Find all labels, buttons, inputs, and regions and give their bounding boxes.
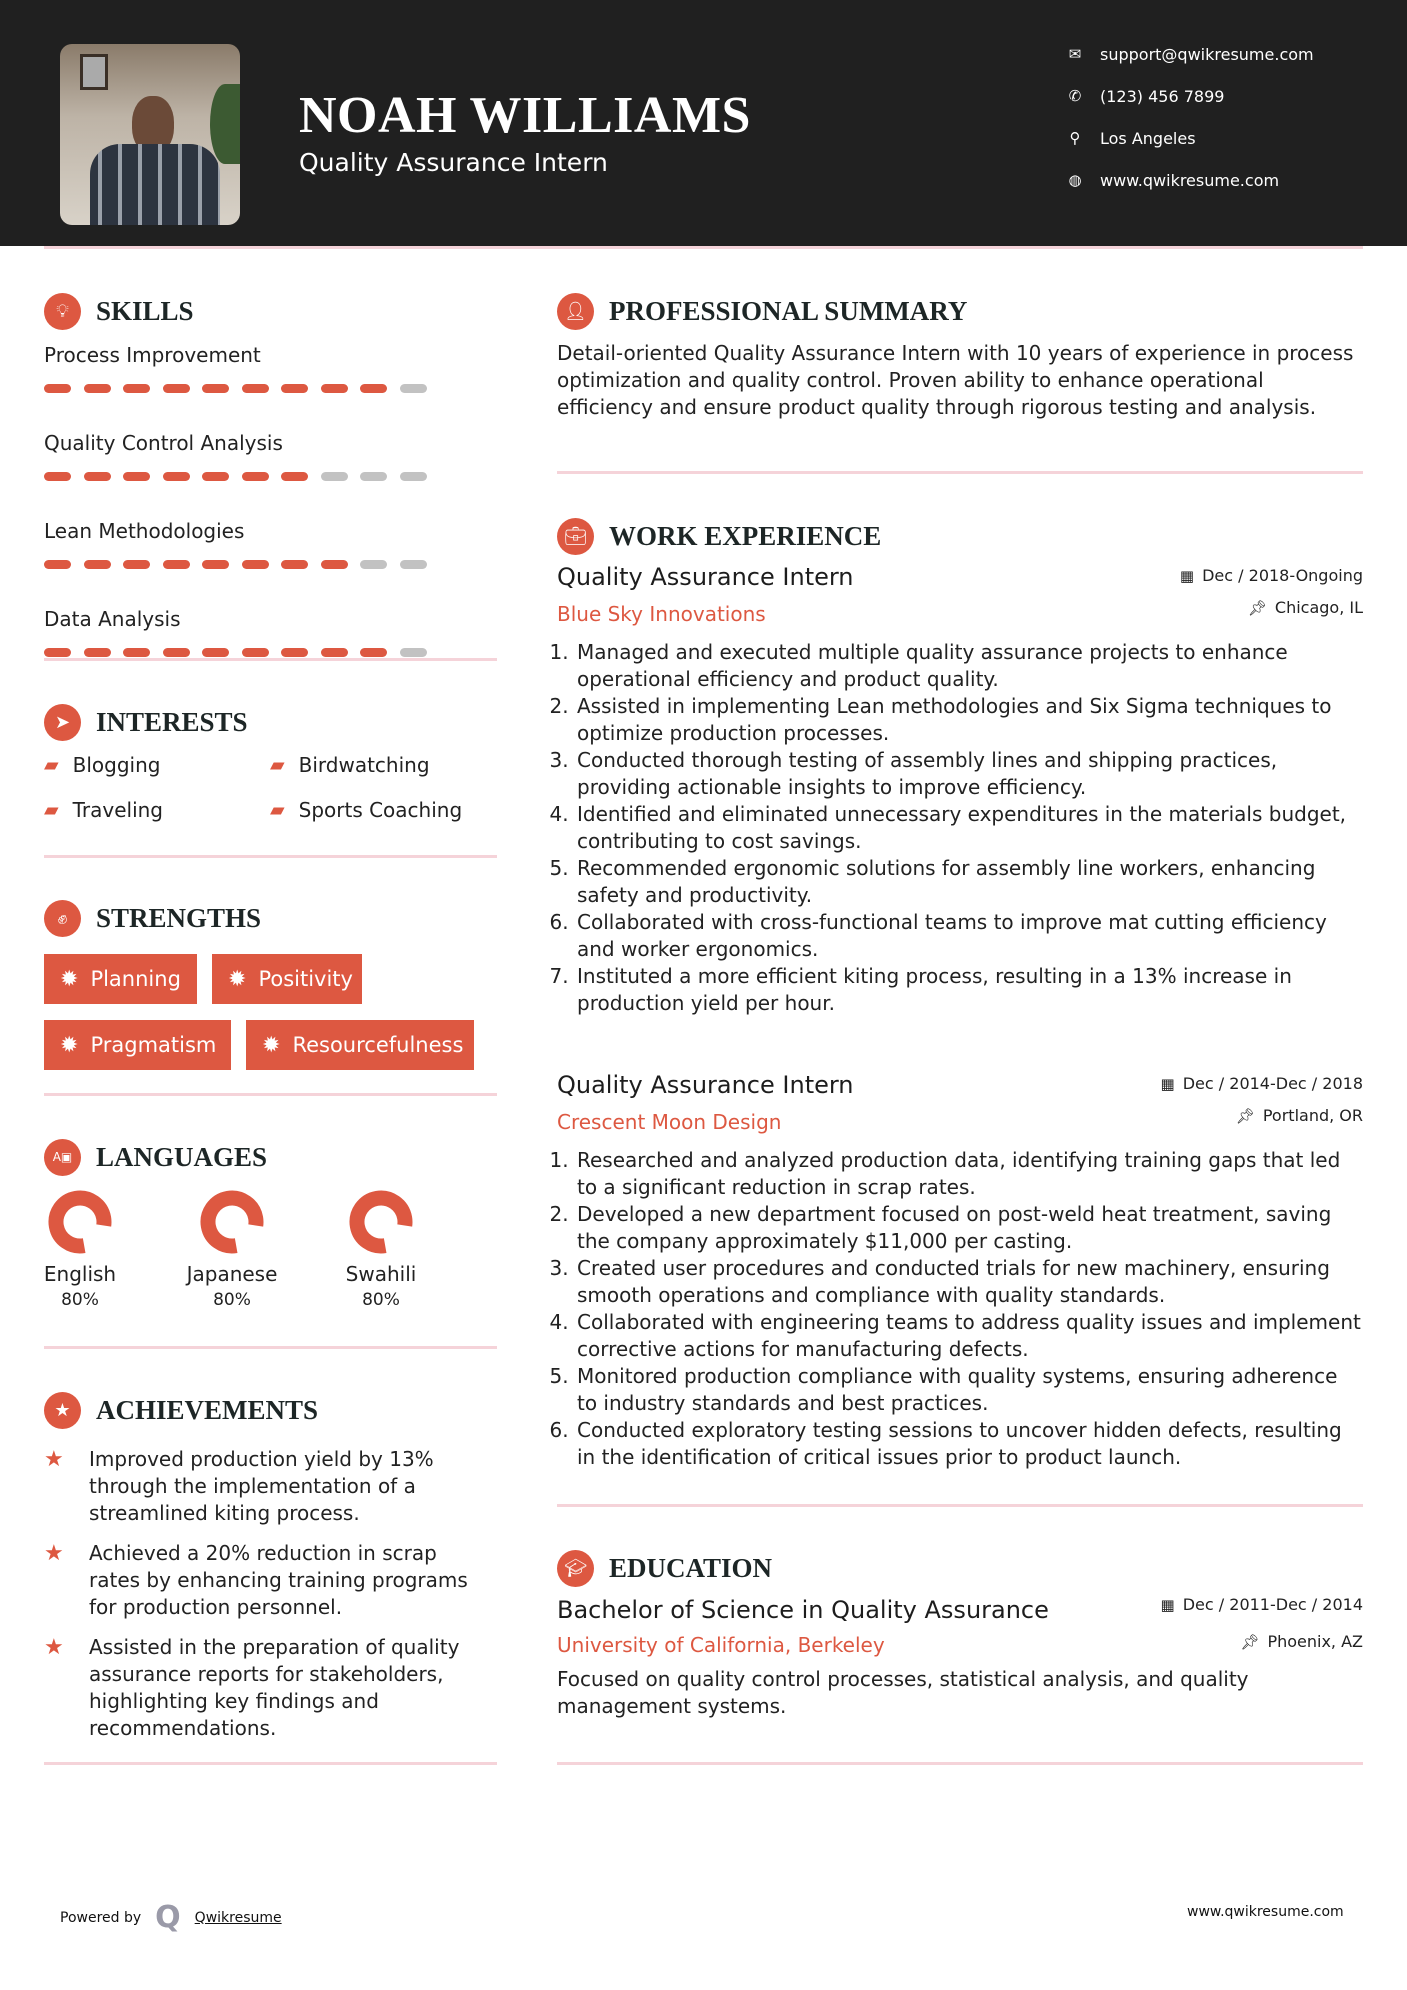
- bullet-item: 4. Collaborated with engineering teams to address quality issues and implement corrective actions for manufacturing defects.: [575, 1309, 1363, 1363]
- job-dates: [1180, 566, 1363, 585]
- bullet-item: 7. Instituted a more efficient kiting process, resulting in a 13% increase in production yield per hour.: [575, 963, 1363, 1017]
- interest-label: Traveling: [72, 798, 164, 822]
- badge-icon: ✹: [228, 966, 247, 992]
- level-dash-filled: [84, 384, 111, 393]
- calendar-icon: ▦: [1179, 566, 1195, 585]
- level-dash-filled: [44, 648, 71, 657]
- candidate-name: NOAH WILLIAMS: [299, 87, 751, 144]
- skill-item: [44, 430, 497, 506]
- strength-chip: [246, 1020, 474, 1070]
- level-dash-filled: [360, 648, 387, 657]
- book-icon: ▰: [44, 799, 59, 821]
- profile-photo: [60, 44, 240, 225]
- level-dash-filled: [281, 560, 308, 569]
- qwikresume-logo-icon: Q: [155, 1900, 181, 1935]
- language-item: [321, 1190, 441, 1310]
- level-dash-empty: [400, 560, 427, 569]
- strength-label: Resourcefulness: [292, 1033, 464, 1057]
- location-text: Portland, OR: [1262, 1106, 1363, 1125]
- dates-text: Dec / 2014-Dec / 2018: [1182, 1074, 1363, 1093]
- bullet-item: 6. Conducted exploratory testing sessions to uncover hidden defects, resulting in the identification of critical issues prior to product launch.: [575, 1417, 1363, 1471]
- section-heading: PROFESSIONAL SUMMARY: [609, 295, 968, 326]
- language-name: Swahili: [345, 1262, 417, 1286]
- level-dash-filled: [321, 648, 348, 657]
- level-dash-empty: [360, 560, 387, 569]
- level-dash-filled: [242, 472, 269, 481]
- section-heading: STRENGTHS: [96, 902, 262, 933]
- level-dash-filled: [123, 384, 150, 393]
- language-name: English: [43, 1262, 117, 1286]
- badge-icon: ✹: [262, 1032, 281, 1058]
- level-dash-filled: [44, 560, 71, 569]
- language-percent: 80%: [362, 1290, 400, 1310]
- experience-section: [557, 517, 1363, 1487]
- job-title: Quality Assurance Intern: [557, 1071, 854, 1099]
- achievement-item: [44, 1634, 489, 1742]
- interest-label: Sports Coaching: [298, 798, 463, 822]
- skill-label: Data Analysis: [44, 607, 181, 631]
- strength-label: Positivity: [258, 967, 353, 991]
- interest-item: [270, 798, 462, 822]
- level-dash-filled: [163, 648, 190, 657]
- achievement-text: Improved production yield by 13% through the implementation of a streamlined kiting process.: [89, 1447, 434, 1525]
- paper-plane-icon: ➤: [44, 704, 81, 741]
- achievement-text: Assisted in the preparation of quality assurance reports for stakeholders, highlighting key findings and recommendations.: [89, 1635, 460, 1740]
- section-divider: [44, 1346, 497, 1349]
- section-divider: [44, 855, 497, 858]
- contact-text: www.qwikresume.com: [1100, 170, 1280, 190]
- job-dates: [1161, 1074, 1363, 1093]
- bullet-item: 1. Managed and executed multiple quality assurance projects to enhance operational efficiency and product quality.: [575, 639, 1363, 693]
- level-dash-filled: [84, 648, 111, 657]
- job-bullets: [557, 639, 1363, 1017]
- interests-section: [44, 703, 497, 823]
- section-heading: ACHIEVEMENTS: [96, 1394, 319, 1425]
- section-divider: [44, 1762, 497, 1765]
- level-dash-filled: [123, 472, 150, 481]
- level-dash-empty: [400, 472, 427, 481]
- company-name: Crescent Moon Design: [557, 1110, 782, 1134]
- level-dash-empty: [400, 648, 427, 657]
- language-percent: 80%: [61, 1290, 99, 1310]
- summary-section: [557, 292, 1363, 421]
- section-heading: LANGUAGES: [96, 1141, 268, 1172]
- achievements-section: [44, 1391, 497, 1741]
- skill-label: Process Improvement: [44, 343, 261, 367]
- contact-location: [1064, 127, 1196, 149]
- language-name: Japanese: [186, 1262, 278, 1286]
- fist-icon: ✊︎: [44, 900, 81, 937]
- education-dates: [1161, 1595, 1363, 1614]
- strengths-section: [44, 899, 497, 1074]
- level-dash-filled: [281, 648, 308, 657]
- star-icon: ★: [44, 1541, 64, 1566]
- contact-website[interactable]: [1064, 169, 1279, 191]
- languages-section: [44, 1138, 497, 1318]
- candidate-title: Quality Assurance Intern: [299, 148, 608, 177]
- bullet-item: 2. Assisted in implementing Lean methodologies and Six Sigma techniques to optimize production processes.: [575, 693, 1363, 747]
- skills-section: [44, 292, 497, 682]
- level-dash-filled: [163, 472, 190, 481]
- book-icon: ▰: [44, 754, 59, 776]
- section-divider: [557, 471, 1363, 474]
- strength-chip: [44, 954, 197, 1004]
- strength-label: Pragmatism: [90, 1033, 217, 1057]
- footer-powered: [60, 1900, 282, 1935]
- skill-level-bar: [44, 384, 497, 393]
- level-dash-filled: [123, 560, 150, 569]
- skill-level-bar: [44, 472, 497, 481]
- calendar-icon: ▦: [1160, 1074, 1175, 1093]
- level-dash-filled: [281, 472, 308, 481]
- level-dash-filled: [202, 648, 229, 657]
- skill-item: [44, 342, 497, 418]
- level-dash-filled: [163, 384, 190, 393]
- bullet-item: 6. Collaborated with cross-functional teams to improve mat cutting efficiency and worker ergonomics.: [575, 909, 1363, 963]
- skill-level-bar: [44, 648, 497, 657]
- interest-item: [44, 753, 160, 777]
- level-dash-filled: [321, 560, 348, 569]
- skill-label: Quality Control Analysis: [44, 431, 283, 455]
- level-dash-filled: [84, 560, 111, 569]
- level-dash-filled: [202, 560, 229, 569]
- contact-text: support@qwikresume.com: [1100, 44, 1314, 64]
- section-heading: SKILLS: [96, 295, 194, 326]
- footer-website[interactable]: www.qwikresume.com: [1187, 1904, 1344, 1920]
- skill-item: [44, 518, 497, 594]
- header-divider: [44, 246, 1363, 249]
- powered-by-text: Powered by: [60, 1909, 142, 1926]
- skill-label: Lean Methodologies: [44, 519, 245, 543]
- contact-text: (123) 456 7899: [1100, 86, 1225, 106]
- school: University of California, Berkeley: [557, 1633, 885, 1657]
- job-entry: [557, 562, 1363, 1017]
- badge-icon: ✹: [60, 1032, 79, 1058]
- brand-link[interactable]: Qwikresume: [194, 1909, 282, 1926]
- graduate-icon: 🎓︎: [557, 1550, 594, 1587]
- section-heading: EDUCATION: [609, 1552, 773, 1583]
- level-dash-filled: [242, 648, 269, 657]
- star-icon: ★: [44, 1392, 81, 1429]
- education-description: Focused on quality control processes, statistical analysis, and quality management systems.: [557, 1667, 1249, 1718]
- education-location: [1240, 1632, 1363, 1651]
- pushpin-icon: 📌︎: [1235, 1106, 1255, 1125]
- language-progress-ring: [48, 1190, 112, 1254]
- language-item: [20, 1190, 140, 1310]
- pushpin-icon: 📌︎: [1247, 598, 1267, 617]
- level-dash-filled: [202, 384, 229, 393]
- language-percent: 80%: [213, 1290, 251, 1310]
- interest-label: Blogging: [72, 753, 161, 777]
- star-icon: ★: [44, 1447, 64, 1472]
- education-section: [557, 1549, 1363, 1729]
- bullet-item: 3. Conducted thorough testing of assembly lines and shipping practices, providing actionable insights to improve efficiency.: [575, 747, 1363, 801]
- language-progress-ring: [349, 1190, 413, 1254]
- level-dash-filled: [44, 384, 71, 393]
- company-name: Blue Sky Innovations: [557, 602, 766, 626]
- degree: Bachelor of Science in Quality Assurance: [557, 1596, 1049, 1624]
- location-text: Chicago, IL: [1274, 598, 1363, 617]
- job-title: Quality Assurance Intern: [557, 563, 854, 591]
- job-location: [1236, 1106, 1363, 1125]
- phone-icon: ✆: [1068, 87, 1082, 105]
- achievement-item: [44, 1540, 489, 1621]
- interest-item: [44, 798, 163, 822]
- job-location: [1248, 598, 1363, 617]
- book-icon: ▰: [270, 799, 285, 821]
- contact-text: Los Angeles: [1100, 128, 1196, 148]
- book-icon: ▰: [270, 754, 285, 776]
- level-dash-filled: [360, 384, 387, 393]
- interest-item: [270, 753, 430, 777]
- bullet-item: 5. Monitored production compliance with quality systems, ensuring adherence to industry standards and best practices.: [575, 1363, 1363, 1417]
- contact-email[interactable]: [1064, 43, 1314, 65]
- dates-text: Dec / 2018-Ongoing: [1202, 566, 1363, 585]
- skill-level-bar: [44, 560, 497, 569]
- bullet-item: 4. Identified and eliminated unnecessary expenditures in the materials budget, contributing to cost savings.: [575, 801, 1363, 855]
- level-dash-filled: [84, 472, 111, 481]
- section-divider: [44, 658, 497, 661]
- level-dash-filled: [281, 384, 308, 393]
- section-divider: [44, 1093, 497, 1096]
- envelope-icon: ✉: [1068, 45, 1082, 63]
- location-text: Phoenix, AZ: [1267, 1632, 1363, 1651]
- job-entry: [557, 1070, 1363, 1471]
- section-heading: WORK EXPERIENCE: [609, 520, 882, 551]
- summary-text: Detail-oriented Quality Assurance Intern with 10 years of experience in process optimization and quality control. Proven ability to enhance operational efficiency and ensure product quality through rigorous testing and analysis.: [557, 341, 1354, 419]
- section-divider: [557, 1504, 1363, 1507]
- briefcase-icon: 💼︎: [557, 518, 594, 555]
- language-card-icon: A▣: [44, 1139, 81, 1176]
- bullet-item: 2. Developed a new department focused on post-weld heat treatment, saving the company approximately $11,000 per casting.: [575, 1201, 1363, 1255]
- achievement-item: [44, 1446, 489, 1527]
- section-heading: INTERESTS: [96, 706, 248, 737]
- level-dash-empty: [360, 472, 387, 481]
- bullet-item: 3. Created user procedures and conducted trials for new machinery, ensuring smooth operations and compliance with quality standards.: [575, 1255, 1363, 1309]
- user-icon: 👤︎: [557, 293, 594, 330]
- bullet-item: 1. Researched and analyzed production data, identifying training gaps that led to a significant reduction in scrap rates.: [575, 1147, 1363, 1201]
- strength-chip: [212, 954, 362, 1004]
- bullet-item: 5. Recommended ergonomic solutions for assembly line workers, enhancing safety and productivity.: [575, 855, 1363, 909]
- strength-chip: [44, 1020, 231, 1070]
- strength-label: Planning: [90, 967, 181, 991]
- section-divider: [557, 1762, 1363, 1765]
- level-dash-empty: [321, 472, 348, 481]
- level-dash-filled: [242, 560, 269, 569]
- badge-icon: ✹: [60, 966, 79, 992]
- skill-item: [44, 606, 497, 682]
- level-dash-filled: [202, 472, 229, 481]
- contact-phone: [1064, 85, 1224, 107]
- calendar-icon: ▦: [1160, 1595, 1175, 1614]
- lightbulb-icon: 💡︎: [44, 293, 81, 330]
- interest-label: Birdwatching: [298, 753, 430, 777]
- star-icon: ★: [44, 1635, 64, 1660]
- level-dash-filled: [123, 648, 150, 657]
- job-bullets: [557, 1147, 1363, 1471]
- level-dash-filled: [44, 472, 71, 481]
- level-dash-filled: [163, 560, 190, 569]
- level-dash-filled: [321, 384, 348, 393]
- header: [0, 0, 1407, 246]
- dates-text: Dec / 2011-Dec / 2014: [1182, 1595, 1363, 1614]
- achievement-text: Achieved a 20% reduction in scrap rates by enhancing training programs for production personnel.: [89, 1541, 468, 1619]
- language-progress-ring: [200, 1190, 264, 1254]
- level-dash-empty: [400, 384, 427, 393]
- map-pin-icon: ⚲: [1069, 129, 1081, 147]
- pushpin-icon: 📌︎: [1240, 1632, 1260, 1651]
- globe-icon: ◍: [1068, 171, 1082, 189]
- level-dash-filled: [242, 384, 269, 393]
- language-item: [172, 1190, 292, 1310]
